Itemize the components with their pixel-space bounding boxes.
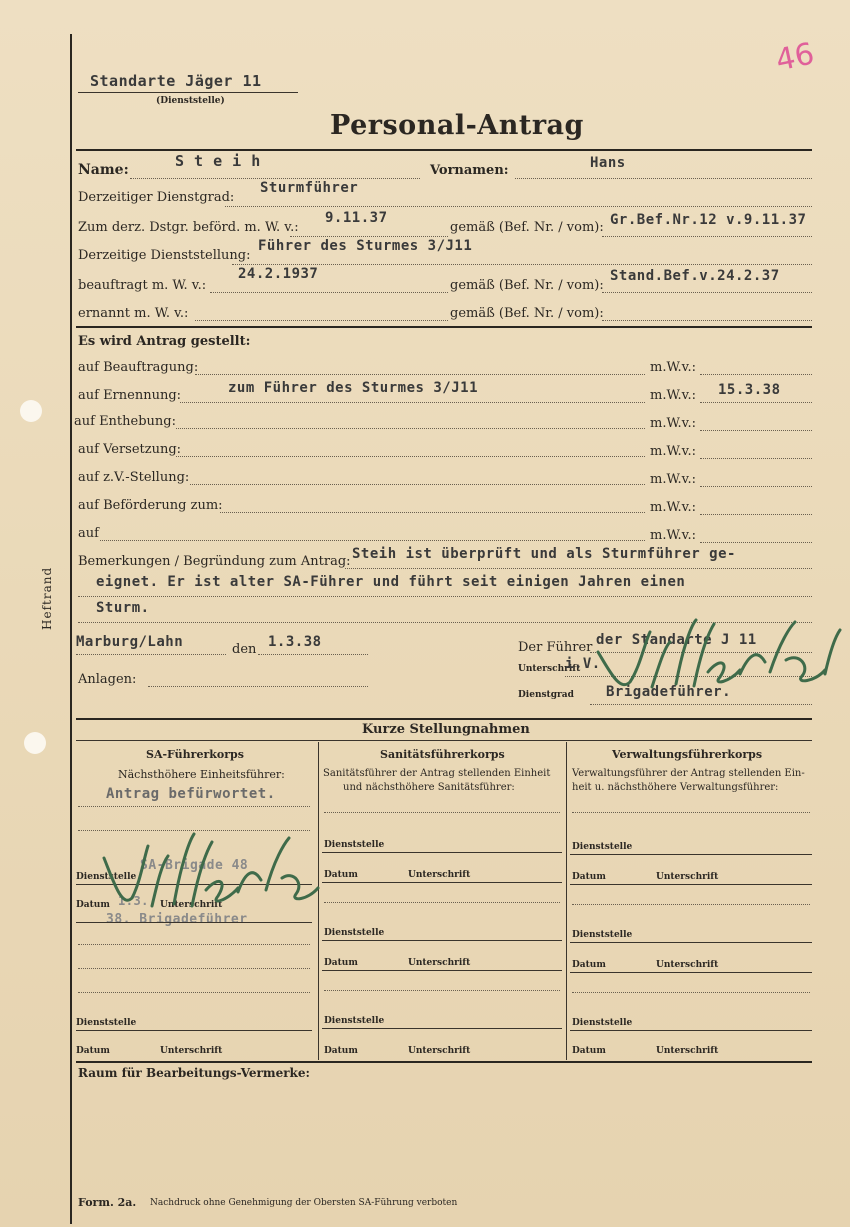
col2-datum-label-3: Datum <box>324 1046 358 1056</box>
col1-subtitle: Nächsthöhere Einheitsführer: <box>118 768 285 781</box>
beauftragt-gemaess-value: Stand.Bef.v.24.2.37 <box>610 268 780 284</box>
col3-datum-label-3: Datum <box>572 1046 606 1056</box>
raum-rule <box>76 1061 812 1063</box>
beauftragt-value: 24.2.1937 <box>238 266 319 282</box>
antrag-row-label: auf <box>78 526 99 541</box>
unterschrift-label: Unterschrift <box>518 664 581 674</box>
col2-dienststelle-label: Dienststelle <box>324 840 385 850</box>
befoerd-gemaess-label: gemäß (Bef. Nr. / vom): <box>450 220 604 235</box>
col1-unterschrift-label: Unterschrift <box>160 900 223 910</box>
antrag-row-label: auf Enthebung: <box>74 414 176 429</box>
col1-unterschrift-label-2: Unterschrift <box>160 1046 223 1056</box>
sign-date: 1.3.38 <box>268 634 322 650</box>
dienststellung-value: Führer des Sturmes 3/J11 <box>258 238 473 254</box>
mwv-label: m.W.v.: <box>650 416 696 431</box>
vornamen-value: Hans <box>590 155 626 171</box>
col3-unterschrift-label-2: Unterschrift <box>656 960 719 970</box>
col2-unterschrift-label-2: Unterschrift <box>408 958 471 968</box>
col3-subtitle-2: heit u. nächsthöhere Verwaltungsführer: <box>572 782 779 793</box>
antrag-rule <box>76 326 812 328</box>
vornamen-line <box>515 178 812 179</box>
bemerkungen-line-3: Sturm. <box>96 600 150 616</box>
col3-dienststelle-label-2: Dienststelle <box>572 930 633 940</box>
col3-dienststelle-label: Dienststelle <box>572 842 633 852</box>
bemerkungen-label: Bemerkungen / Begründung zum Antrag: <box>78 554 351 569</box>
anlagen-label: Anlagen: <box>78 672 137 687</box>
fuehrer-label: Der Führer <box>518 640 593 655</box>
befoerd-label: Zum derz. Dstgr. beförd. m. W. v.: <box>78 220 299 235</box>
befoerd-line <box>290 236 448 237</box>
col1-datum-label: Datum <box>76 900 110 910</box>
unit-caption: (Dienststelle) <box>156 96 225 106</box>
dienstgrad-sign-label: Dienstgrad <box>518 690 574 700</box>
ernannt-gemaess-label: gemäß (Bef. Nr. / vom): <box>450 306 604 321</box>
col2-dienststelle-label-3: Dienststelle <box>324 1016 385 1026</box>
dienstgrad-label: Derzeitiger Dienstgrad: <box>78 190 235 205</box>
col1-stamp-date: 1.3. <box>118 894 149 908</box>
name-line <box>130 178 420 179</box>
mwv-label: m.W.v.: <box>650 444 696 459</box>
col1-dienststelle-label: Dienststelle <box>76 872 137 882</box>
page-number-mark: 46 <box>772 36 818 79</box>
antrag-heading: Es wird Antrag gestellt: <box>78 334 251 349</box>
mwv-label: m.W.v.: <box>650 528 696 543</box>
dienststellung-line <box>232 264 812 265</box>
punch-hole-bottom <box>24 732 46 754</box>
col1-dienststelle-label-2: Dienststelle <box>76 1018 137 1028</box>
col3-unterschrift-label-3: Unterschrift <box>656 1046 719 1056</box>
col1-stamp-unit: SA-Brigade 48 <box>140 858 249 873</box>
stellungnahmen-rule <box>76 718 812 720</box>
beauftragt-gemaess-line <box>602 292 812 293</box>
raum-label: Raum für Bearbeitungs-Vermerke: <box>78 1066 310 1080</box>
col3-subtitle-1: Verwaltungsführer der Antrag stellenden Ein- <box>572 768 805 779</box>
ernannt-gemaess-line <box>602 320 812 321</box>
bemerkungen-line-2: eignet. Er ist alter SA-Führer und führt seit einigen Jahren einen <box>96 574 686 590</box>
mwv-label: m.W.v.: <box>650 360 696 375</box>
vornamen-label: Vornamen: <box>430 163 509 178</box>
signature-col1 <box>96 828 326 918</box>
form-number: Form. 2a. <box>78 1196 137 1209</box>
ernannt-line <box>195 320 448 321</box>
punch-hole-top <box>20 400 42 422</box>
antrag-row-label: auf z.V.-Stellung: <box>78 470 190 485</box>
col2-subtitle-1: Sanitätsführer der Antrag stellenden Einheit <box>323 768 551 779</box>
befoerd-gemaess-line <box>602 236 812 237</box>
unterschrift-value: i.V. <box>565 656 601 672</box>
reprint-notice: Nachdruck ohne Genehmigung der Obersten SA-Führung verboten <box>150 1198 458 1208</box>
unit-underline <box>78 92 298 93</box>
title-rule <box>76 149 812 151</box>
margin-rule <box>70 34 72 1224</box>
antrag-row-label: auf Beförderung zum: <box>78 498 223 513</box>
dienstgrad-sign-value: Brigadeführer. <box>606 684 732 700</box>
name-value: S t e i h <box>175 152 261 170</box>
col1-datum-label-2: Datum <box>76 1046 110 1056</box>
antrag-row-label: auf Beauftragung: <box>78 360 199 375</box>
beauftragt-label: beauftragt m. W. v.: <box>78 278 207 293</box>
col3-title: Verwaltungsführerkorps <box>612 748 763 761</box>
ernennung-value: zum Führer des Sturmes 3/J11 <box>228 380 479 396</box>
stellungnahmen-heading: Kurze Stellungnahmen <box>362 722 530 737</box>
dienstgrad-value: Sturmführer <box>260 180 359 196</box>
col2-dienststelle-label-2: Dienststelle <box>324 928 385 938</box>
ernennung-date: 15.3.38 <box>718 382 781 398</box>
col1-value: Antrag befürwortet. <box>106 786 276 802</box>
form-title: Personal-Antrag <box>330 110 584 141</box>
col3-unterschrift-label: Unterschrift <box>656 872 719 882</box>
dienststellung-label: Derzeitige Dienststellung: <box>78 248 251 263</box>
unit-name: Standarte Jäger 11 <box>90 72 262 90</box>
col3-datum-label: Datum <box>572 872 606 882</box>
mwv-label: m.W.v.: <box>650 500 696 515</box>
antrag-row-label: auf Ernennung: <box>78 388 182 403</box>
ernannt-label: ernannt m. W. v.: <box>78 306 189 321</box>
col2-unterschrift-label: Unterschrift <box>408 870 471 880</box>
col3-dienststelle-label-3: Dienststelle <box>572 1018 633 1028</box>
befoerd-value: 9.11.37 <box>325 210 388 226</box>
sign-den-label: den <box>232 642 257 657</box>
margin-label: Heftrand <box>40 566 54 630</box>
column-divider <box>566 742 567 1060</box>
sign-place: Marburg/Lahn <box>76 634 184 650</box>
befoerd-gemaess-value: Gr.Bef.Nr.12 v.9.11.37 <box>610 212 807 228</box>
col2-subtitle-2: und nächsthöhere Sanitätsführer: <box>343 782 515 793</box>
dienstgrad-line <box>225 206 812 207</box>
fuehrer-value: der Standarte J 11 <box>596 632 757 648</box>
col2-datum-label-2: Datum <box>324 958 358 968</box>
mwv-label: m.W.v.: <box>650 388 696 403</box>
name-label: Name: <box>78 162 129 178</box>
mwv-label: m.W.v.: <box>650 472 696 487</box>
bemerkungen-line-1: Steih ist überprüft und als Sturmführer ge- <box>352 546 736 562</box>
signature-main <box>590 612 850 702</box>
beauftragt-line <box>210 292 448 293</box>
col2-datum-label: Datum <box>324 870 358 880</box>
col2-title: Sanitätsführerkorps <box>380 748 505 761</box>
col3-datum-label-2: Datum <box>572 960 606 970</box>
col1-stamp-rank: 38. Brigadeführer <box>106 912 248 927</box>
beauftragt-gemaess-label: gemäß (Bef. Nr. / vom): <box>450 278 604 293</box>
col1-title: SA-Führerkorps <box>146 748 244 761</box>
antrag-row-label: auf Versetzung: <box>78 442 182 457</box>
col2-unterschrift-label-3: Unterschrift <box>408 1046 471 1056</box>
